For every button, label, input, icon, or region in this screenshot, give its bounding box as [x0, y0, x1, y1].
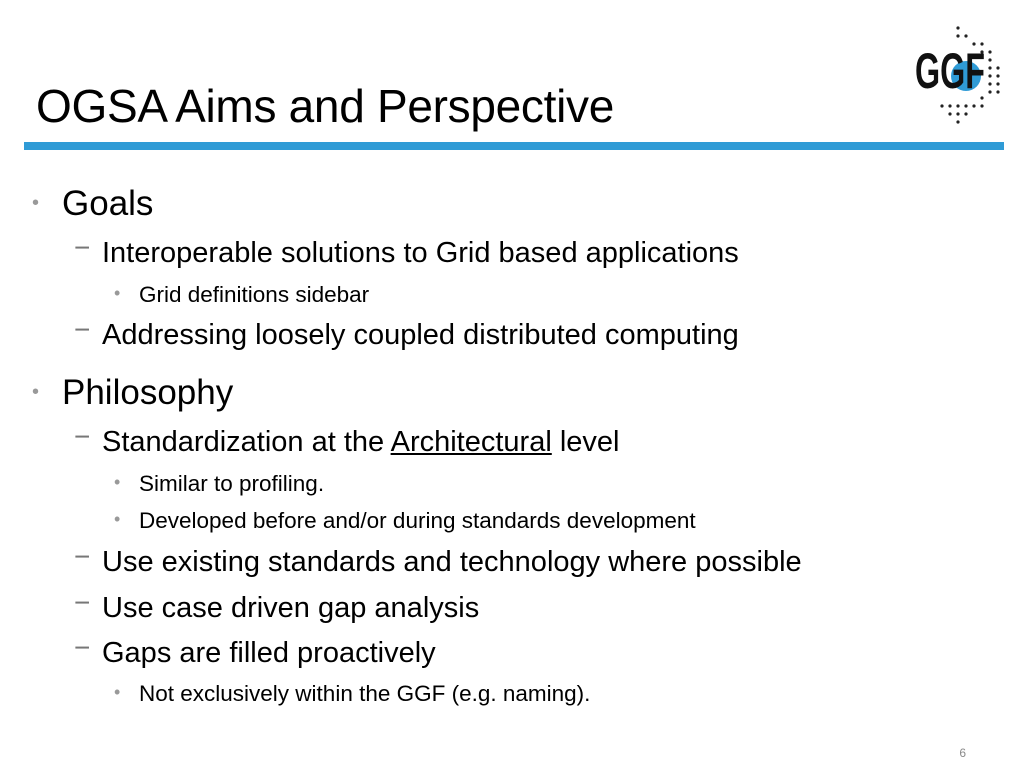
bullet-marker: • [32, 381, 40, 403]
detail-text: Developed before and/or during standards development [139, 508, 696, 533]
dash-marker: − [74, 232, 91, 263]
detail-text: Similar to profiling. [139, 471, 325, 496]
bullet-text: Goals [62, 184, 154, 223]
detail-text: Grid definitions sidebar [139, 282, 370, 307]
page-number: 6 [959, 746, 966, 760]
bullet-marker: • [32, 192, 40, 214]
dash-marker: − [74, 314, 91, 345]
bullet-marker: • [114, 472, 121, 492]
bullet-marker: • [114, 509, 121, 529]
standardization-prefix: Standardization at the [102, 426, 391, 458]
sub-bullet-text: Use case driven gap analysis [102, 592, 480, 624]
sub-bullet-text: Gaps are filled proactively [102, 637, 436, 669]
slide-title: OGSA Aims and Perspective [36, 80, 614, 132]
architectural-emphasis: Architectural [390, 426, 552, 458]
sub-bullet-text: Use existing standards and technology where possible [102, 546, 802, 578]
sub-bullet-text: Addressing loosely coupled distributed computing [102, 319, 739, 351]
bullet-marker: • [114, 682, 121, 702]
detail-text: Not exclusively within the GGF (e.g. naming). [139, 681, 591, 706]
standardization-suffix: level [551, 426, 620, 458]
dash-marker: − [74, 632, 91, 663]
logo-lettering: GGF [915, 43, 985, 99]
dash-marker: − [74, 587, 91, 618]
bullet-text: Philosophy [62, 373, 234, 412]
sub-bullet-text: Interoperable solutions to Grid based applications [102, 237, 739, 269]
dash-marker: − [74, 541, 91, 572]
bullet-marker: • [114, 283, 121, 303]
dash-marker: − [74, 421, 91, 452]
sub-bullet-text [102, 424, 619, 460]
